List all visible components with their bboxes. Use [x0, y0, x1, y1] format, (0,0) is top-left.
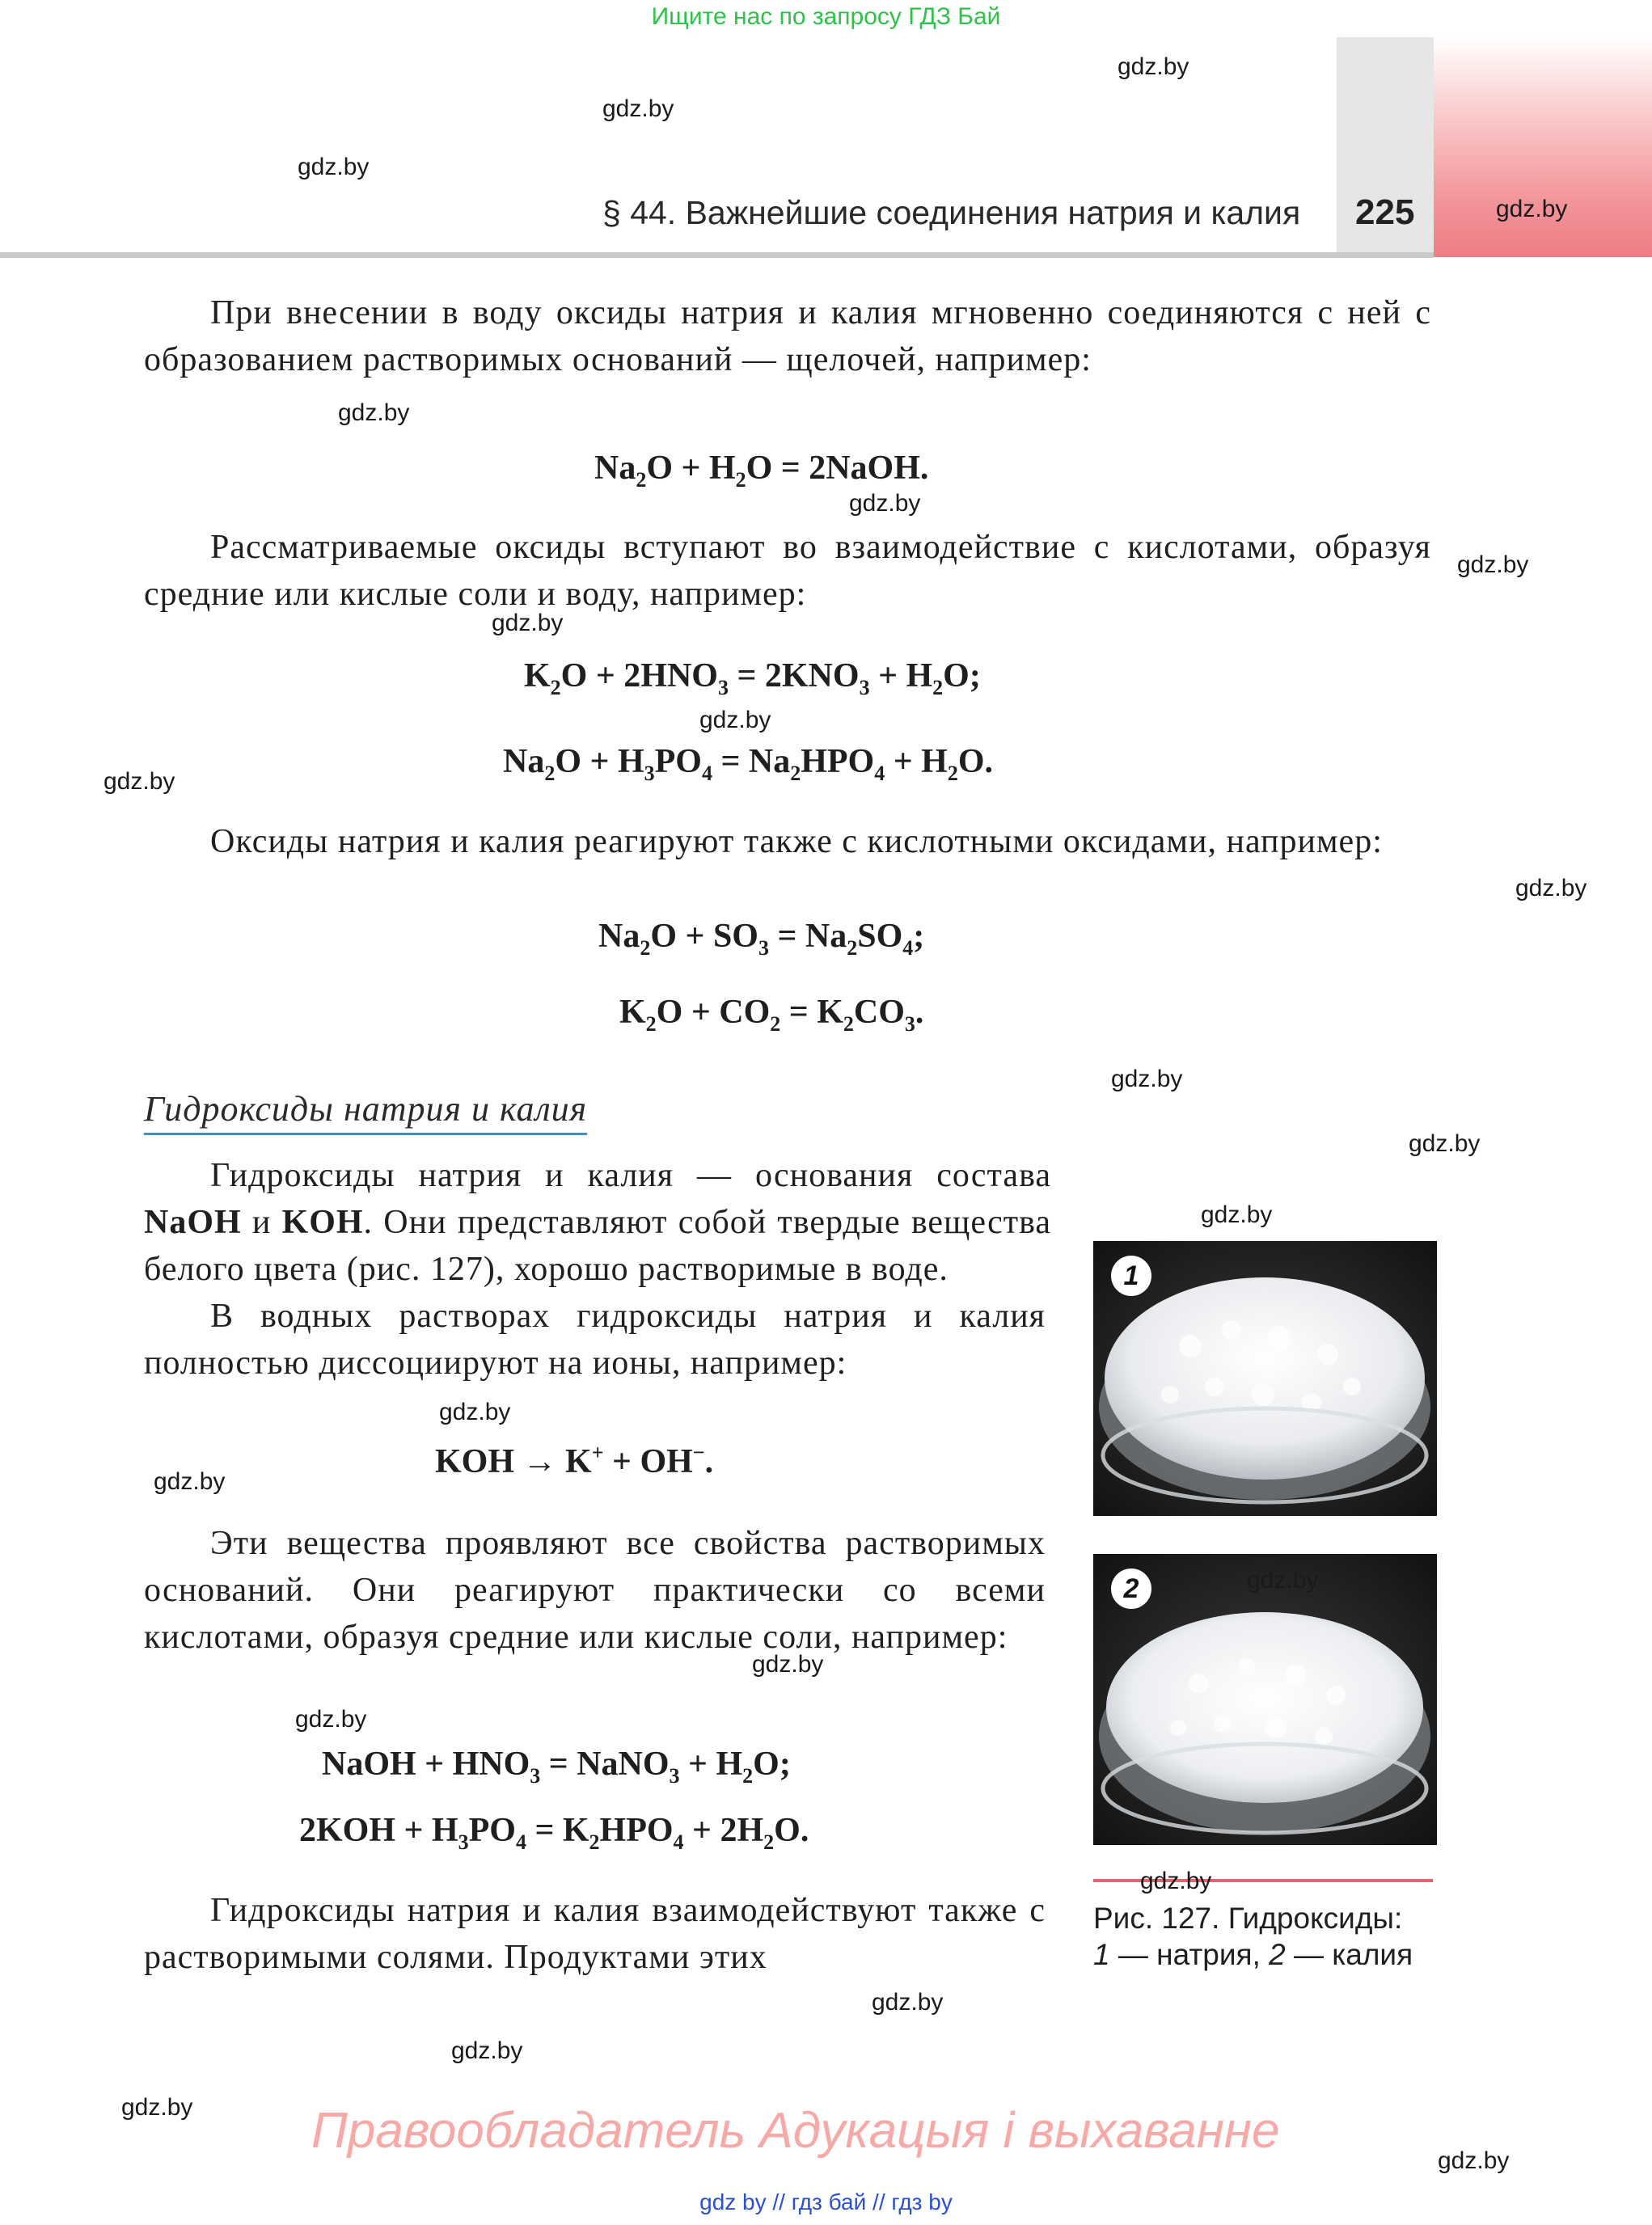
paragraph-dissociation: [144, 1293, 1046, 1387]
watermark: gdz.by: [1111, 1066, 1183, 1092]
paragraph-text: В водных растворах гидроксиды натрия и калия полностью диссоциируют на ионы, например:: [144, 1298, 1046, 1382]
equation-koh-dissociation: KOH → K+ + OH−.: [435, 1441, 714, 1480]
running-title: § 44. Важнейшие соединения натрия и калия: [602, 194, 1301, 231]
footer-links[interactable]: gdz by // гдз бай // гдз by: [699, 2189, 953, 2214]
watermark: gdz.by: [1496, 196, 1568, 222]
watermark: gdz.by: [154, 1468, 226, 1495]
paragraph-text: Рассматриваемые оксиды вступают во взаимодействие с кислотами, образуя средние или кислые соли и воду, например:: [144, 529, 1431, 613]
paragraph-acidic-oxides: [144, 818, 1431, 865]
figure-caption: [1093, 1900, 1449, 1973]
figure-badge-1: 1: [1111, 1256, 1151, 1296]
copyright-notice: Правообладатель Адукацыя і выхаванне: [311, 2103, 1280, 2159]
watermark: gdz.by: [451, 2037, 523, 2064]
equation-na2o-so3: $Na_2O + SO_3 = Na_2SO_4$;: [598, 918, 925, 960]
paragraph-salts: [144, 1887, 1046, 1981]
watermark: gdz.by: [1118, 53, 1189, 80]
caption-line-2: 1 — натрия, 2 — калия: [1093, 1938, 1413, 1971]
paragraph-text: Гидроксиды натрия и калия — основания состава NaOH и KOH. Они представляют собой твердые вещества белого цвета (рис. 127), хорошо растворимые в воде.: [144, 1157, 1051, 1288]
watermark: gdz.by: [492, 610, 564, 636]
search-banner: Ищите нас по запросу ГДЗ Бай: [651, 3, 1001, 30]
watermark: gdz.by: [439, 1399, 511, 1425]
caption-line-1: Рис. 127. Гидроксиды:: [1093, 1902, 1403, 1935]
watermark: gdz.by: [1457, 551, 1529, 578]
paragraph-text: Оксиды натрия и калия реагируют также с кислотными оксидами, например:: [210, 823, 1383, 860]
watermark: gdz.by: [1201, 1201, 1273, 1228]
watermark: gdz.by: [298, 154, 370, 180]
watermark: gdz.by: [1140, 1868, 1212, 1894]
watermark: gdz.by: [699, 707, 771, 733]
section-heading: Гидроксиды натрия и калия: [144, 1088, 587, 1135]
equation-k2o-hno3: $K_2O + 2HNO_3 = 2KNO_3 + H_2O$;: [524, 657, 981, 699]
equation-naoh-hno3: NaOH + $HNO_3$ = NaNO$_3$ + $H_2O$;: [322, 1746, 791, 1788]
photo-potassium-hydroxide: [1093, 1554, 1437, 1845]
watermark: gdz.by: [104, 768, 175, 795]
equation-na2o-water: $Na_2O + H_2O$ = 2NaOH.: [594, 450, 929, 492]
page-number: 225: [1355, 192, 1415, 232]
watermark: gdz.by: [849, 490, 921, 517]
equation-na2o-h3po4: $Na_2O + H_3PO_4 = Na_2HPO_4 + H_2O$.: [503, 743, 993, 785]
paragraph-oxides-acids: [144, 524, 1431, 618]
figure-badge-2: 2: [1111, 1568, 1151, 1609]
watermark: gdz.by: [295, 1706, 367, 1733]
equation-koh-h3po4: $2KOH + H_3PO_4 = K_2HPO_4 + 2H_2O$.: [299, 1812, 809, 1854]
equation-k2o-co2: $K_2O + CO_2 = K_2CO_3$.: [619, 994, 924, 1036]
paragraph-text: При внесении в воду оксиды натрия и калия мгновенно соединяются с ней с образованием растворимых оснований — щелочей, например:: [144, 294, 1431, 378]
watermark: gdz.by: [602, 95, 674, 122]
watermark: gdz.by: [1515, 875, 1587, 901]
header-rule: [0, 252, 1434, 258]
header-accent-block: [1434, 37, 1652, 257]
paragraph-text: Эти вещества проявляют все свойства растворимых оснований. Они реагируют практически со всеми кислотами, образуя средние или кислые соли, например:: [144, 1525, 1046, 1656]
watermark: gdz.by: [338, 399, 410, 426]
watermark: gdz.by: [1438, 2147, 1510, 2174]
paragraph-base-properties: [144, 1520, 1046, 1661]
paragraph-text: Гидроксиды натрия и калия взаимодействуют также с растворимыми солями. Продуктами этих: [144, 1892, 1046, 1976]
paragraph-oxides-water: [144, 289, 1431, 383]
photo-sodium-hydroxide: [1093, 1241, 1437, 1516]
watermark: gdz.by: [752, 1651, 824, 1678]
watermark: gdz.by: [872, 1989, 944, 2016]
watermark: gdz.by: [121, 2094, 193, 2121]
watermark: gdz.by: [1409, 1130, 1481, 1157]
watermark: gdz.by: [1247, 1567, 1319, 1594]
